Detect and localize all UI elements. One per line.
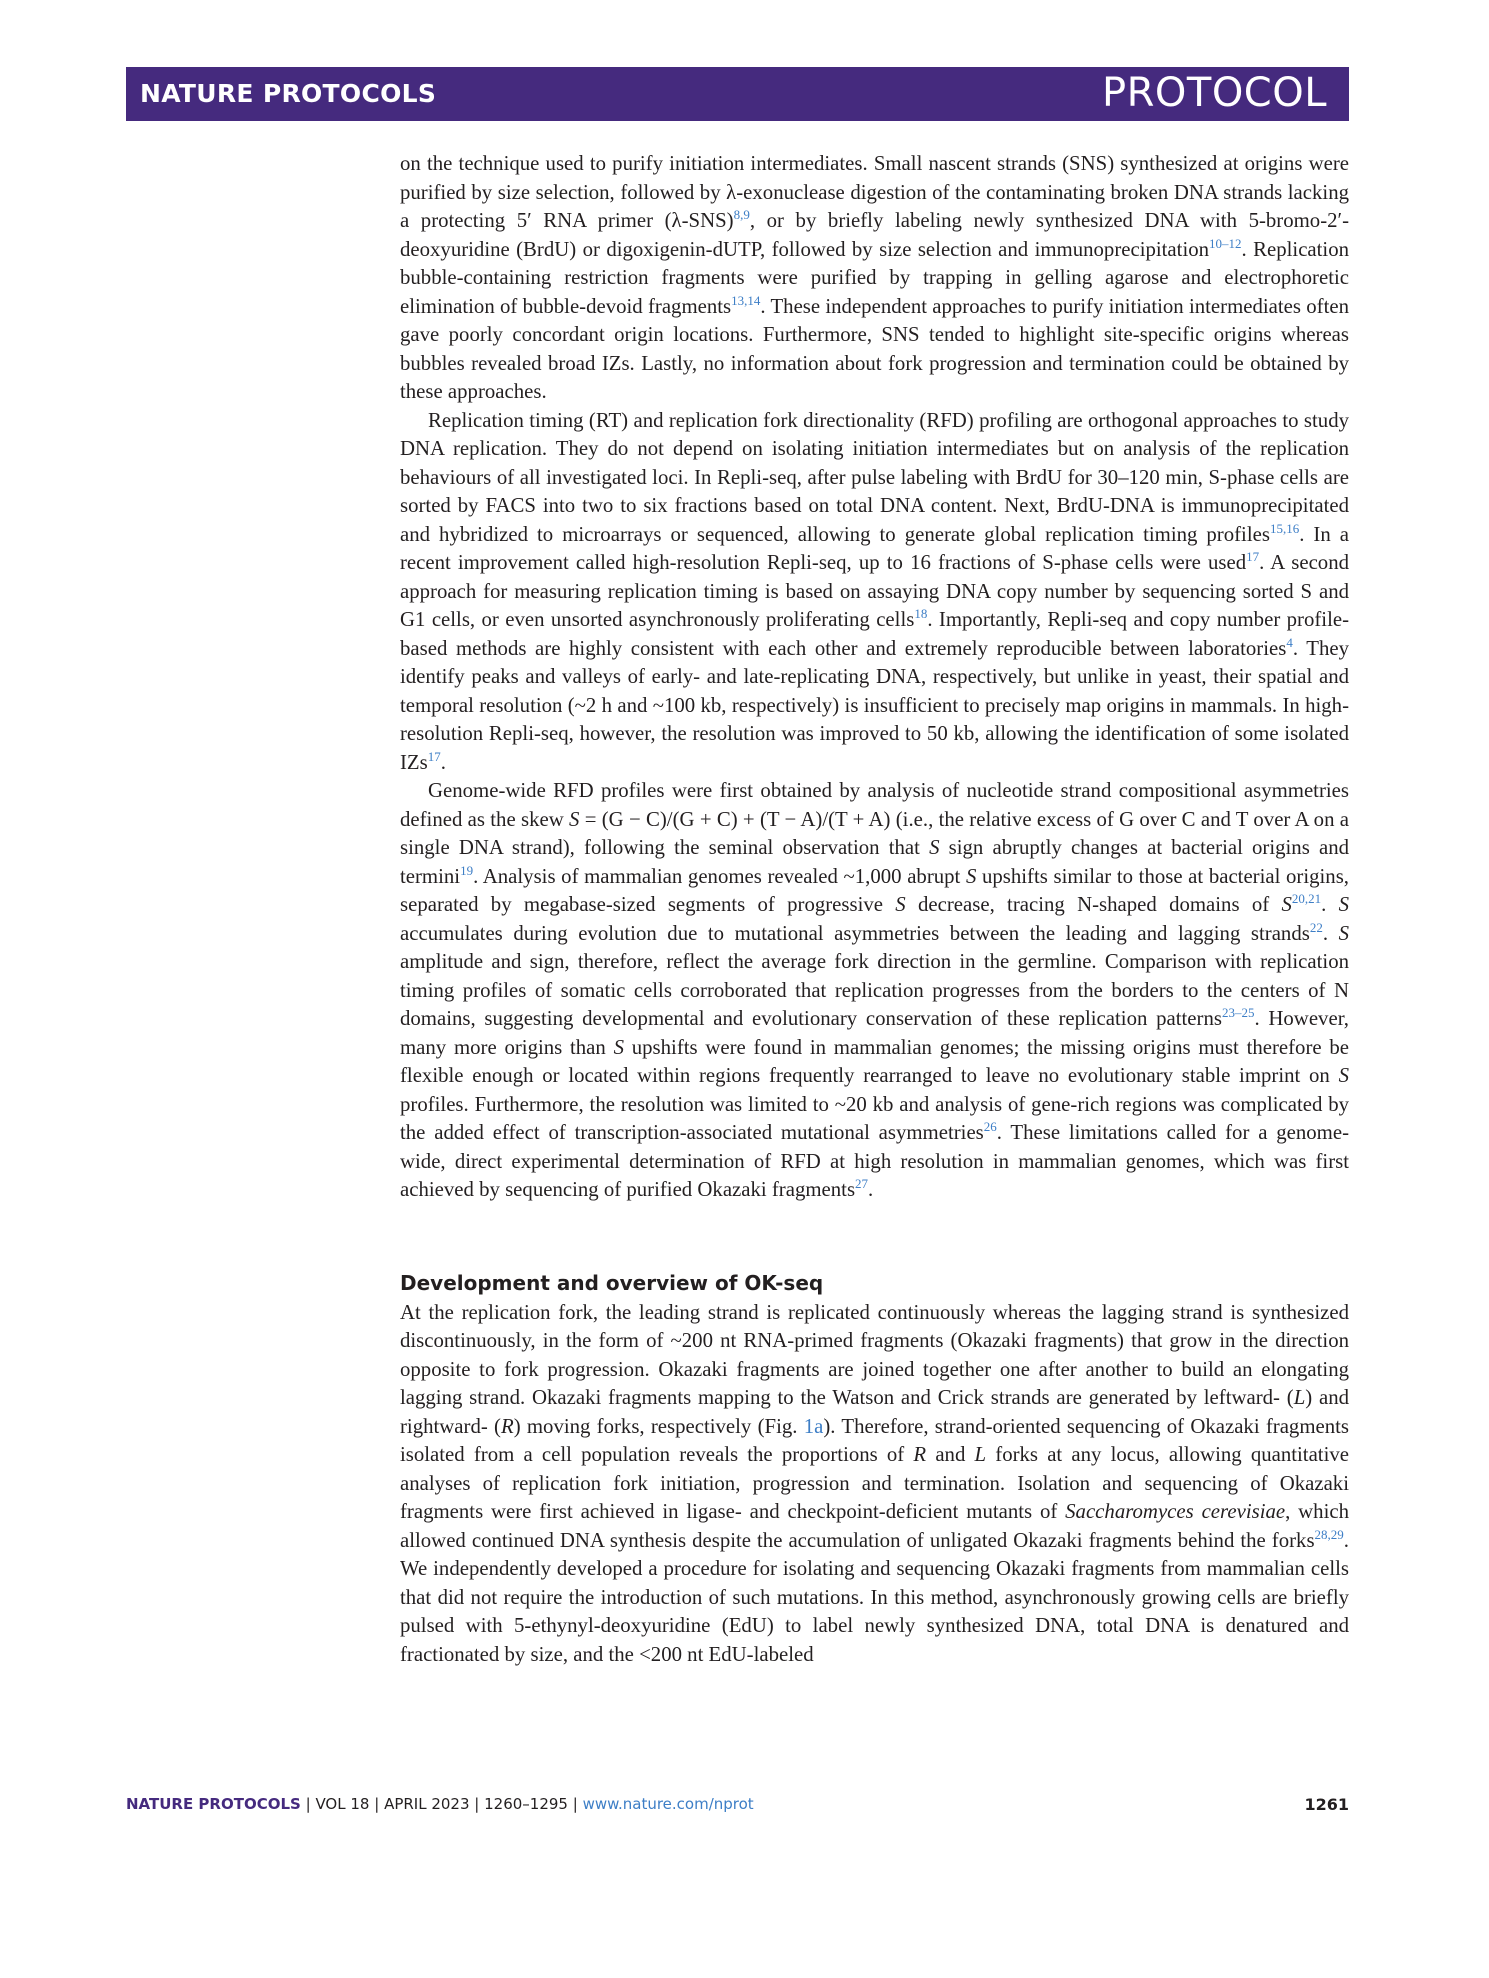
paragraph-1 <box>400 150 1349 407</box>
italic-run: S <box>1338 1064 1349 1087</box>
text-run: . We independently developed a procedure for isolating and sequencing Okazaki fragments from mammalian cells that did not require the introduction of such mutations. In this method, asynchronously growing cells are briefly pulsed with 5-ethynyl-deoxyuridine (EdU) to label newly synthesized DNA, total DNA is denatured and fractionated by size, and the <200 nt EdU-labeled <box>400 1528 1349 1666</box>
italic-run: L <box>974 1443 987 1466</box>
italic-run: Saccharomyces cerevisiae <box>1065 1500 1286 1523</box>
footer-volume: VOL 18 <box>315 1795 370 1813</box>
footer-date: APRIL 2023 <box>384 1795 470 1813</box>
text-run: . These independent approaches to purify initiation intermediates often gave poorly concordant origin locations. Furthermore, SNS tended to highlight site-specific origins whereas bubbles revealed broad IZs. Lastly, no information about fork progression and termination could be obtained by these approaches. <box>400 294 1349 403</box>
article-type: PROTOCOL <box>1101 70 1327 116</box>
text-run: ) moving forks, respectively (Fig. <box>513 1414 804 1438</box>
journal-name: NATURE PROTOCOLS <box>140 79 437 108</box>
text-run: . <box>1321 893 1339 916</box>
italic-run: S <box>1338 921 1349 945</box>
text-run: forks at any locus, allowing quantitative analyses of replication fork initiation, progression and termination. Isolation and sequencing of Okazaki fragments were first achieved in ligase- and checkpoint-deficient mutants of <box>400 1443 1349 1523</box>
text-run: ). Therefore, strand-oriented sequencing of Okazaki fragments isolated from a cell population reveals the proportions of <box>400 1414 1350 1466</box>
text-run: . However, many more origins than <box>400 1007 1349 1059</box>
text-run: At the replication fork, the leading strand is replicated continuously whereas the lagging strand is synthesized discontinuously, in the form of ~200 nt RNA-primed fragments (Okazaki fragments) that grow in the direction opposite to fork progression. Okazaki fragments are joined together one after another to build an elongating lagging strand. Okazaki fragments mapping to the Watson and Crick strands are generated by leftward- ( <box>400 1300 1349 1409</box>
text-run: on the technique used to purify initiation intermediates. Small nascent strands (SNS) synthesized at origins were purified by size selection, followed by λ-exonuclease digestion of the contaminating broken DNA strands lacking a protecting 5′ RNA primer (λ-SNS) <box>400 152 1349 232</box>
text-run: , or by briefly labeling newly synthesized DNA with 5-bromo-2′-deoxyuridine (BrdU) or digoxigenin-dUTP, followed by size selection and immunoprecipitation <box>400 209 1349 261</box>
reference-link[interactable]: 20,21 <box>1291 891 1322 907</box>
reference-link[interactable]: 13,14 <box>731 292 761 308</box>
text-run: accumulates during evolution due to mutational asymmetries between the leading and lagging strands <box>400 921 1310 945</box>
text-run: . <box>868 1178 874 1201</box>
text-run: . In a recent improvement called high-resolution Repli-seq, up to 16 fractions of S-phase cells were used <box>400 522 1349 574</box>
text-run: ) and rightward- ( <box>400 1386 1349 1438</box>
reference-link[interactable]: 28,29 <box>1314 1526 1344 1542</box>
reference-link[interactable]: 27 <box>855 1176 869 1192</box>
reference-link[interactable]: 22 <box>1309 919 1323 935</box>
section-heading: Development and overview of OK-seq <box>400 1270 824 1295</box>
reference-link[interactable]: 17 <box>427 748 441 764</box>
section-paragraph <box>400 1299 1349 1670</box>
italic-run: R <box>913 1443 927 1466</box>
text-run: Replication timing (RT) and replication fork directionality (RFD) profiling are orthogonal approaches to study DNA replication. They do not depend on isolating initiation intermediates but on analysis of the replication behaviours of all investigated loci. In Repli-seq, after pulse labeling with BrdU for 30–120 min, S-phase cells are sorted by FACS into two to six fractions based on total DNA content. Next, BrdU-DNA is immunoprecipitated and hybridized to microarrays or sequenced, allowing to generate global replication timing profiles <box>400 408 1349 546</box>
reference-link[interactable]: 18 <box>914 606 928 622</box>
reference-link[interactable]: 10–12 <box>1209 235 1242 251</box>
reference-link[interactable]: 4 <box>1286 634 1293 650</box>
text-run: . A second approach for measuring replication timing is based on assaying DNA copy number by sequencing sorted S and G1 cells, or even unsorted asynchronously proliferating cells <box>400 551 1350 631</box>
text-run: . Replication bubble-containing restriction fragments were purified by trapping in gelling agarose and electrophoretic elimination of bubble-devoid fragments <box>400 237 1350 318</box>
text-run: upshifts similar to those at bacterial origins, separated by megabase-sized segments of progressive <box>400 864 1349 916</box>
page-number: 1261 <box>1304 1795 1349 1814</box>
text-run: . They identify peaks and valleys of early- and late-replicating DNA, respectively, but unlike in yeast, their spatial and temporal resolution (~2 h and ~100 kb, respectively) is insufficient to precisely map origins in mammals. In high-resolution Repli-seq, however, the resolution was improved to 50 kb, allowing the identification of some isolated IZs <box>400 636 1349 774</box>
paragraph-2 <box>400 407 1349 778</box>
figure-link[interactable]: 1a <box>803 1414 824 1438</box>
italic-run: S <box>929 836 940 859</box>
reference-link[interactable]: 23–25 <box>1221 1005 1255 1021</box>
reference-link[interactable]: 15,16 <box>1269 520 1300 536</box>
text-run: profiles. Furthermore, the resolution was limited to ~20 kb and analysis of gene-rich regions was complicated by the added effect of transcription-associated mutational asymmetries <box>400 1092 1349 1144</box>
italic-run: L <box>1293 1386 1306 1409</box>
text-run: upshifts were found in mammalian genomes; the missing origins must therefore be flexible enough or located within regions frequently rearranged to leave no evolutionary stable imprint on <box>400 1035 1350 1087</box>
paragraph-3 <box>400 777 1349 1205</box>
italic-run: S <box>895 893 906 916</box>
text-run: and <box>926 1443 975 1466</box>
journal-banner <box>126 67 1349 121</box>
reference-link[interactable]: 8,9 <box>733 207 750 223</box>
reference-link[interactable]: 26 <box>983 1119 997 1135</box>
italic-run: S <box>965 864 977 888</box>
reference-link[interactable]: 17 <box>1246 549 1260 565</box>
reference-link[interactable]: 19 <box>460 862 474 878</box>
text-run: . Importantly, Repli-seq and copy number profile-based methods are highly consistent with each other and extremely reproducible between laboratories <box>400 608 1350 660</box>
text-run: . Analysis of mammalian genomes revealed ~1,000 abrupt <box>473 864 966 888</box>
text-run: . These limitations called for a genome-wide, direct experimental determination of RFD at high resolution in mammalian genomes, which was first achieved by sequencing of purified Okazaki fragments <box>400 1121 1349 1201</box>
italic-run: S <box>569 807 580 831</box>
italic-run: S <box>1338 893 1350 916</box>
footer-pages: 1260–1295 <box>484 1795 568 1813</box>
text-run: sign abruptly changes at bacterial origins and termini <box>400 836 1349 888</box>
article-body <box>400 150 1349 1669</box>
text-run: Genome-wide RFD profiles were first obtained by analysis of nucleotide strand compositional asymmetries defined as the skew <box>400 779 1349 831</box>
italic-run: R <box>500 1414 514 1438</box>
italic-run: S <box>1281 893 1292 916</box>
footer-url-link[interactable]: www.nature.com/nprot <box>582 1795 754 1813</box>
text-run: decrease, tracing N-shaped domains of <box>905 893 1282 916</box>
text-run: . <box>440 750 446 774</box>
text-run: = (G − C)/(G + C) + (T − A)/(T + A) (i.e., the relative excess of G over C and T over A on a single DNA strand), following the seminal observation that <box>400 807 1349 859</box>
italic-run: S <box>613 1035 624 1059</box>
page-footer <box>126 1795 1349 1823</box>
text-run: . <box>1322 921 1339 945</box>
footer-journal: NATURE PROTOCOLS <box>126 1795 301 1813</box>
text-run: , which allowed continued DNA synthesis despite the accumulation of unligated Okazaki fragments behind the forks <box>400 1500 1349 1552</box>
footer-citation: NATURE PROTOCOLS | VOL 18 | APRIL 2023 | 1260–1295 | www.nature.com/nprot <box>126 1795 754 1813</box>
text-run: amplitude and sign, therefore, reflect the average fork direction in the germline. Comparison with replication timing profiles of somatic cells corroborated that replication progresses from the borders to the centers of N domains, suggesting developmental and evolutionary conservation of these replication patterns <box>400 950 1349 1030</box>
